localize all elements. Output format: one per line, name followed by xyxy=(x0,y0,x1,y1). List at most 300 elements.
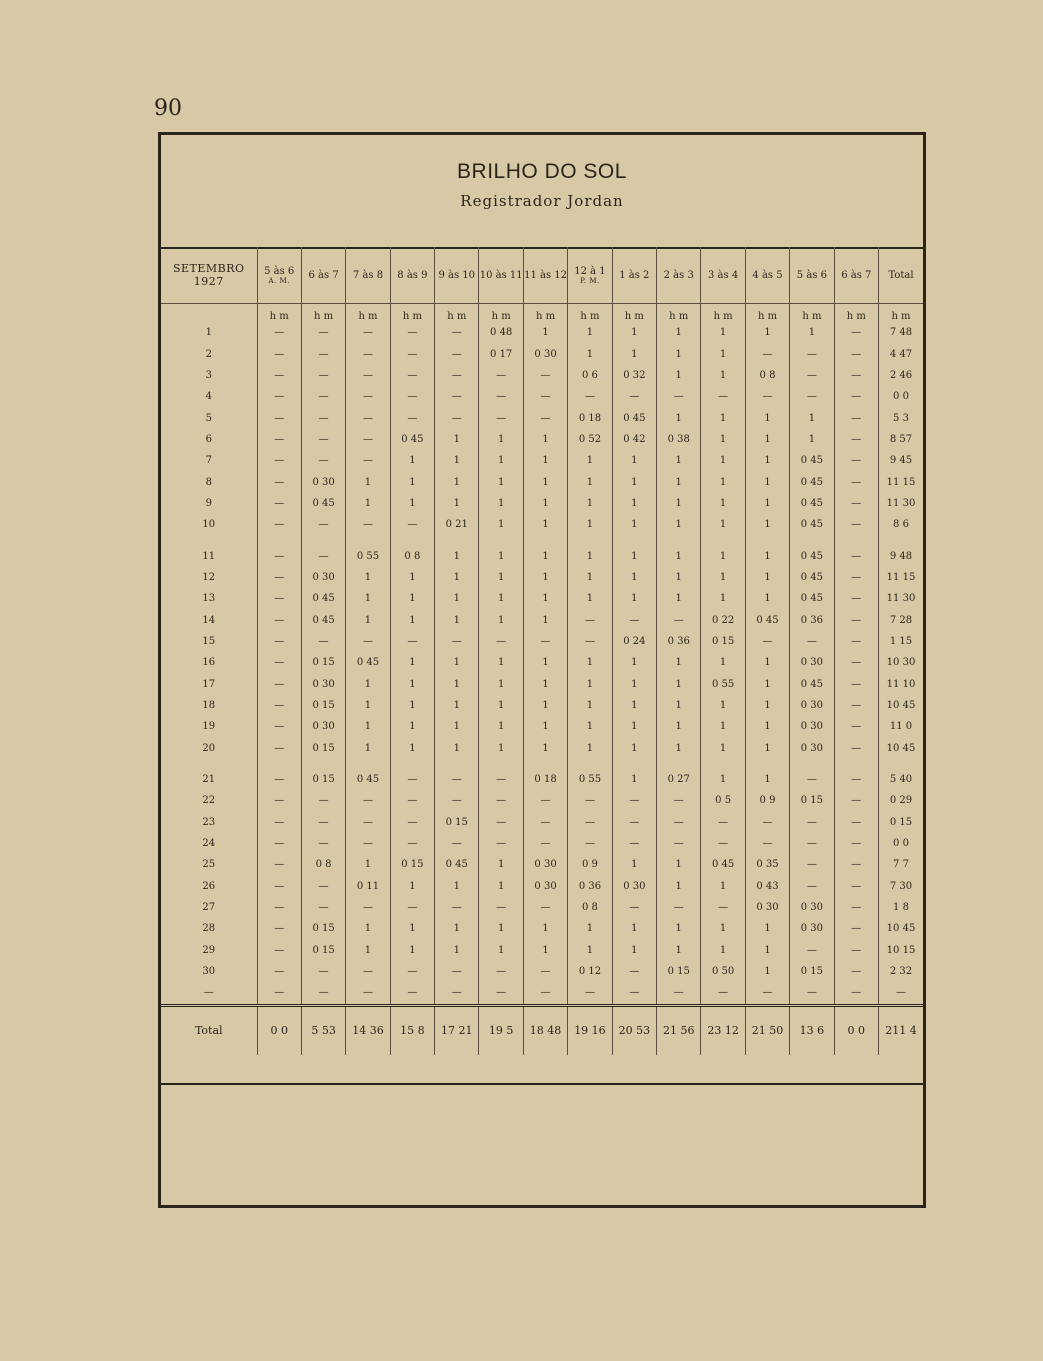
table-cell: — xyxy=(435,833,479,854)
total-cell: 0 0 xyxy=(257,1005,301,1055)
table-cell: 0 45 xyxy=(701,854,745,875)
table-cell: — xyxy=(390,961,434,982)
table-cell: — xyxy=(612,833,656,854)
table-cell: — xyxy=(834,716,878,737)
table-cell: — xyxy=(834,407,878,428)
day-label: 9 xyxy=(205,497,212,509)
header-col-1 xyxy=(301,247,345,304)
table-cell: — xyxy=(523,407,567,428)
table-cell: 2 32 xyxy=(878,961,923,982)
table-cell: 1 xyxy=(657,407,701,428)
header-col-sub: A. M. xyxy=(268,276,290,285)
table-cell: 1 xyxy=(745,514,789,535)
table-cell: 0 50 xyxy=(701,961,745,982)
table-cell: 0 9 xyxy=(745,790,789,811)
table-cell: — xyxy=(346,429,390,450)
table-cell: 1 xyxy=(523,588,567,609)
table-cell: 1 xyxy=(745,940,789,961)
table-cell: — xyxy=(479,407,523,428)
table-cell: 1 xyxy=(701,716,745,737)
day-label: 2 xyxy=(205,348,212,360)
table-cell: — xyxy=(657,790,701,811)
spacer-cell xyxy=(878,759,923,769)
header-col-label: 9 às 10 xyxy=(438,269,476,281)
table-cell: — xyxy=(834,493,878,514)
table-row xyxy=(161,450,923,471)
table-cell: — xyxy=(257,545,301,566)
table-cell: — xyxy=(790,343,834,364)
table-cell: 1 xyxy=(568,716,612,737)
table-cell: — xyxy=(790,631,834,652)
table-row xyxy=(161,695,923,716)
table-cell: — xyxy=(568,631,612,652)
table-cell: — xyxy=(257,652,301,673)
table-row xyxy=(161,386,923,407)
day-label: 13 xyxy=(202,593,216,605)
day-label: 16 xyxy=(202,657,216,669)
table-cell: 0 15 xyxy=(790,790,834,811)
table-row xyxy=(161,716,923,737)
table-cell: — xyxy=(523,386,567,407)
table-cell: 1 xyxy=(745,961,789,982)
table-cell: 1 xyxy=(435,918,479,939)
total-cell: 23 12 xyxy=(701,1005,745,1055)
day-label: 12 xyxy=(202,571,216,583)
table-cell: 10 45 xyxy=(878,918,923,939)
page-title: BRILHO DO SOL xyxy=(457,160,627,183)
table-cell: 1 xyxy=(701,738,745,759)
table-cell: — xyxy=(390,812,434,833)
table-cell: 10 45 xyxy=(878,738,923,759)
spacer-cell xyxy=(878,535,923,545)
table-cell: — xyxy=(834,790,878,811)
table-cell: — xyxy=(834,343,878,364)
table-cell: — xyxy=(435,961,479,982)
table-row xyxy=(161,833,923,854)
table-cell: 1 xyxy=(390,674,434,695)
table-row xyxy=(161,738,923,759)
table-cell: — xyxy=(346,343,390,364)
table-cell: — xyxy=(657,812,701,833)
table-row xyxy=(161,407,923,428)
table-cell: 1 xyxy=(701,940,745,961)
table-cell: — xyxy=(612,790,656,811)
table-cell: 1 xyxy=(701,769,745,790)
table-cell: 1 xyxy=(479,695,523,716)
table-cell: 1 xyxy=(568,918,612,939)
table-cell: — xyxy=(790,854,834,875)
table-cell: — xyxy=(257,769,301,790)
spacer-cell xyxy=(612,535,656,545)
spacer-cell xyxy=(346,535,390,545)
header-col-13 xyxy=(834,247,878,304)
header-col-label: 6 às 7 xyxy=(308,269,339,281)
table-cell: 8 6 xyxy=(878,514,923,535)
table-cell: 0 45 xyxy=(301,493,345,514)
table-cell: 1 xyxy=(568,545,612,566)
table-cell: 0 15 xyxy=(701,631,745,652)
table-cell: — xyxy=(257,365,301,386)
spacer-row xyxy=(161,535,923,545)
table-cell: 0 38 xyxy=(657,429,701,450)
table-cell: — xyxy=(834,876,878,897)
table-cell: 1 xyxy=(523,471,567,492)
table-cell: 0 45 xyxy=(790,674,834,695)
table-cell: — xyxy=(435,386,479,407)
header-year-label: 1927 xyxy=(193,275,224,288)
table-cell: 1 xyxy=(612,769,656,790)
table-cell: — xyxy=(346,897,390,918)
table-cell: 1 xyxy=(390,493,434,514)
table-cell: 1 xyxy=(523,429,567,450)
table-cell: 1 xyxy=(701,545,745,566)
table-cell: 1 xyxy=(701,365,745,386)
table-cell: 0 30 xyxy=(612,876,656,897)
table-cell: — xyxy=(435,407,479,428)
table-cell: 1 xyxy=(657,716,701,737)
table-row xyxy=(161,365,923,386)
table-cell: 1 xyxy=(568,674,612,695)
table-cell: 1 xyxy=(523,493,567,514)
table-row xyxy=(161,343,923,364)
table-cell: 1 xyxy=(657,514,701,535)
spacer-cell xyxy=(745,759,789,769)
table-cell: 1 xyxy=(435,609,479,630)
table-cell: 1 xyxy=(523,674,567,695)
table-cell: 1 xyxy=(657,471,701,492)
table-cell: — xyxy=(612,609,656,630)
table-cell: — xyxy=(257,567,301,588)
table-cell: — xyxy=(745,982,789,1005)
table-cell: 1 xyxy=(435,674,479,695)
table-cell: — xyxy=(301,833,345,854)
total-cell: 21 50 xyxy=(745,1005,789,1055)
table-cell: — xyxy=(701,386,745,407)
unit-label: h m xyxy=(257,304,301,323)
table-cell: — xyxy=(790,769,834,790)
table-cell: 1 xyxy=(657,322,701,343)
table-cell: — xyxy=(523,365,567,386)
table-cell: 7 30 xyxy=(878,876,923,897)
table-cell: — xyxy=(834,450,878,471)
unit-label: h m xyxy=(523,304,567,323)
table-cell: 1 xyxy=(701,493,745,514)
table-body xyxy=(161,304,923,1055)
table-cell: 0 30 xyxy=(301,716,345,737)
day-label: 15 xyxy=(202,635,216,647)
table-cell: — xyxy=(834,940,878,961)
table-cell: 1 xyxy=(745,674,789,695)
table-row xyxy=(161,588,923,609)
table-cell: 1 xyxy=(390,738,434,759)
header-col-label: 2 às 3 xyxy=(663,269,694,281)
table-cell: 1 xyxy=(612,940,656,961)
table-cell: 1 xyxy=(657,365,701,386)
table-cell: — xyxy=(701,982,745,1005)
page-subtitle: Registrador Jordan xyxy=(460,192,624,210)
day-label: 18 xyxy=(202,700,216,712)
table-cell: — xyxy=(745,343,789,364)
table-cell: — xyxy=(301,429,345,450)
total-cell: 18 48 xyxy=(523,1005,567,1055)
table-cell: 11 15 xyxy=(878,471,923,492)
table-cell: — xyxy=(834,588,878,609)
header-col-9 xyxy=(657,247,701,304)
table-row xyxy=(161,897,923,918)
table-cell: — xyxy=(834,429,878,450)
day-label: 20 xyxy=(202,742,216,754)
table-cell: 1 xyxy=(523,652,567,673)
table-row xyxy=(161,790,923,811)
table-cell: — xyxy=(834,982,878,1005)
total-cell: 15 8 xyxy=(390,1005,434,1055)
table-cell: — xyxy=(390,343,434,364)
table-cell: — xyxy=(612,386,656,407)
table-cell: — xyxy=(568,833,612,854)
spacer-cell xyxy=(523,759,567,769)
table-row xyxy=(161,545,923,566)
day-label: 1 xyxy=(205,327,212,339)
table-cell: — xyxy=(834,812,878,833)
spacer-cell xyxy=(257,535,301,545)
table-cell: 7 48 xyxy=(878,322,923,343)
spacer-cell xyxy=(346,759,390,769)
day-label: 17 xyxy=(202,678,216,690)
table-cell: 1 xyxy=(657,588,701,609)
table-cell: 11 10 xyxy=(878,674,923,695)
table-cell: — xyxy=(745,386,789,407)
table-cell: 0 15 xyxy=(301,940,345,961)
table-cell: — xyxy=(346,407,390,428)
table-cell: 0 6 xyxy=(568,365,612,386)
table-cell: 1 xyxy=(701,652,745,673)
table-cell: 1 xyxy=(701,450,745,471)
table-cell: — xyxy=(834,897,878,918)
sunshine-table xyxy=(161,247,923,1055)
table-cell: 0 45 xyxy=(790,493,834,514)
table-cell: 0 22 xyxy=(701,609,745,630)
table-cell: 1 xyxy=(657,343,701,364)
day-label: 24 xyxy=(202,838,216,850)
table-cell: 1 xyxy=(568,493,612,514)
table-cell: 1 xyxy=(390,918,434,939)
table-cell: 0 12 xyxy=(568,961,612,982)
table-cell: 1 xyxy=(657,940,701,961)
table-cell: — xyxy=(479,769,523,790)
table-cell: 1 xyxy=(435,588,479,609)
total-cell: 19 5 xyxy=(479,1005,523,1055)
table-cell: 0 8 xyxy=(390,545,434,566)
table-cell: — xyxy=(479,897,523,918)
table-cell: — xyxy=(834,609,878,630)
total-cell: 17 21 xyxy=(435,1005,479,1055)
table-cell: 10 15 xyxy=(878,940,923,961)
table-cell: — xyxy=(479,833,523,854)
table-cell: 1 xyxy=(390,695,434,716)
table-cell: — xyxy=(479,790,523,811)
table-cell: 1 xyxy=(390,652,434,673)
unit-label: h m xyxy=(390,304,434,323)
table-cell: 1 xyxy=(657,738,701,759)
table-cell: 1 xyxy=(346,918,390,939)
table-cell: 1 xyxy=(657,695,701,716)
table-cell: 1 xyxy=(701,407,745,428)
table-cell: — xyxy=(257,790,301,811)
table-cell: — xyxy=(257,897,301,918)
spacer-cell xyxy=(161,759,257,769)
table-cell: 1 xyxy=(479,493,523,514)
spacer-cell xyxy=(390,759,434,769)
table-cell: 1 xyxy=(523,918,567,939)
table-cell: 1 xyxy=(745,738,789,759)
table-cell: 1 xyxy=(612,471,656,492)
table-cell: — xyxy=(301,365,345,386)
table-cell: 1 xyxy=(657,674,701,695)
table-cell: 1 xyxy=(346,674,390,695)
table-cell: — xyxy=(790,876,834,897)
spacer-cell xyxy=(612,759,656,769)
table-cell: — xyxy=(479,961,523,982)
table-cell: — xyxy=(834,769,878,790)
day-label: 14 xyxy=(202,614,216,626)
table-cell: — xyxy=(790,812,834,833)
table-cell: 1 xyxy=(568,588,612,609)
table-cell: 0 8 xyxy=(568,897,612,918)
table-cell: — xyxy=(657,982,701,1005)
table-cell: 0 32 xyxy=(612,365,656,386)
table-cell: 0 5 xyxy=(701,790,745,811)
header-col-label: 12 à 1 xyxy=(574,265,606,277)
table-cell: 11 0 xyxy=(878,716,923,737)
table-cell: 1 xyxy=(435,876,479,897)
table-cell: — xyxy=(346,812,390,833)
units-empty xyxy=(161,304,257,323)
table-cell: — xyxy=(257,812,301,833)
table-cell: 11 30 xyxy=(878,493,923,514)
table-cell: 1 8 xyxy=(878,897,923,918)
table-cell: 11 30 xyxy=(878,588,923,609)
table-row xyxy=(161,631,923,652)
table-cell: 1 xyxy=(390,450,434,471)
table-cell: 1 xyxy=(657,450,701,471)
header-col-label: 5 às 6 xyxy=(264,265,295,277)
table-row xyxy=(161,982,923,1005)
table-cell: 1 xyxy=(479,450,523,471)
table-cell: 1 xyxy=(523,545,567,566)
table-cell: — xyxy=(612,812,656,833)
table-cell: — xyxy=(301,386,345,407)
table-cell: — xyxy=(257,407,301,428)
table-cell: 0 15 xyxy=(390,854,434,875)
table-cell: 1 xyxy=(346,854,390,875)
table-cell: 1 xyxy=(479,545,523,566)
table-cell: 1 xyxy=(435,493,479,514)
table-cell: 1 xyxy=(745,769,789,790)
table-cell: — xyxy=(834,567,878,588)
table-cell: 0 45 xyxy=(790,545,834,566)
table-cell: 0 9 xyxy=(568,854,612,875)
table-cell: 1 xyxy=(568,738,612,759)
table-cell: 1 xyxy=(479,471,523,492)
table-cell: 1 xyxy=(390,940,434,961)
header-col-label: 10 às 11 xyxy=(479,269,523,281)
header-col-label: 1 às 2 xyxy=(619,269,650,281)
table-cell: 0 17 xyxy=(479,343,523,364)
table-cell: 1 xyxy=(523,609,567,630)
table-cell: 10 30 xyxy=(878,652,923,673)
header-col-0 xyxy=(257,247,301,304)
day-label: 4 xyxy=(205,391,212,403)
table-cell: — xyxy=(657,386,701,407)
table-cell: 0 24 xyxy=(612,631,656,652)
table-cell: — xyxy=(435,982,479,1005)
table-cell: — xyxy=(257,961,301,982)
table-cell: 0 30 xyxy=(790,652,834,673)
header-col-label: 7 às 8 xyxy=(352,269,384,281)
header-col-12 xyxy=(790,247,834,304)
table-cell: 1 xyxy=(612,652,656,673)
table-cell: — xyxy=(390,322,434,343)
table-cell: 1 xyxy=(701,514,745,535)
units-row xyxy=(161,304,923,323)
table-cell: 1 xyxy=(657,567,701,588)
table-row xyxy=(161,674,923,695)
table-cell: 1 xyxy=(568,567,612,588)
spacer-cell xyxy=(479,535,523,545)
table-row xyxy=(161,471,923,492)
spacer-cell xyxy=(834,535,878,545)
header-col-label: Total xyxy=(888,269,914,281)
day-label: 30 xyxy=(202,966,216,978)
table-cell: 0 52 xyxy=(568,429,612,450)
table-cell: 1 xyxy=(701,429,745,450)
table-cell: — xyxy=(301,545,345,566)
table-cell: — xyxy=(257,876,301,897)
table-cell: — xyxy=(568,812,612,833)
day-label: 5 xyxy=(205,412,212,424)
table-cell: 1 xyxy=(612,322,656,343)
table-cell: 0 15 xyxy=(301,652,345,673)
header-col-label: 6 às 7 xyxy=(841,269,872,281)
table-cell: 0 15 xyxy=(878,812,923,833)
table-cell: 1 xyxy=(523,514,567,535)
table-cell: 0 45 xyxy=(790,588,834,609)
table-cell: — xyxy=(301,897,345,918)
table-cell: 10 45 xyxy=(878,695,923,716)
table-cell: — xyxy=(301,322,345,343)
table-cell: 0 15 xyxy=(301,769,345,790)
table-cell: 1 xyxy=(657,876,701,897)
table-cell: 1 xyxy=(435,567,479,588)
table-cell: — xyxy=(257,588,301,609)
table-cell: 0 45 xyxy=(790,450,834,471)
table-cell: 1 xyxy=(346,588,390,609)
table-cell: — xyxy=(878,982,923,1005)
table-cell: 1 xyxy=(745,429,789,450)
table-cell: — xyxy=(257,982,301,1005)
table-cell: 1 xyxy=(523,322,567,343)
table-row xyxy=(161,961,923,982)
total-cell: 20 53 xyxy=(612,1005,656,1055)
table-cell: 0 15 xyxy=(435,812,479,833)
table-cell: 1 xyxy=(745,545,789,566)
table-cell: — xyxy=(346,322,390,343)
table-cell: — xyxy=(435,769,479,790)
table-cell: 0 18 xyxy=(523,769,567,790)
table-cell: — xyxy=(479,631,523,652)
table-cell: — xyxy=(523,833,567,854)
table-cell: — xyxy=(435,343,479,364)
